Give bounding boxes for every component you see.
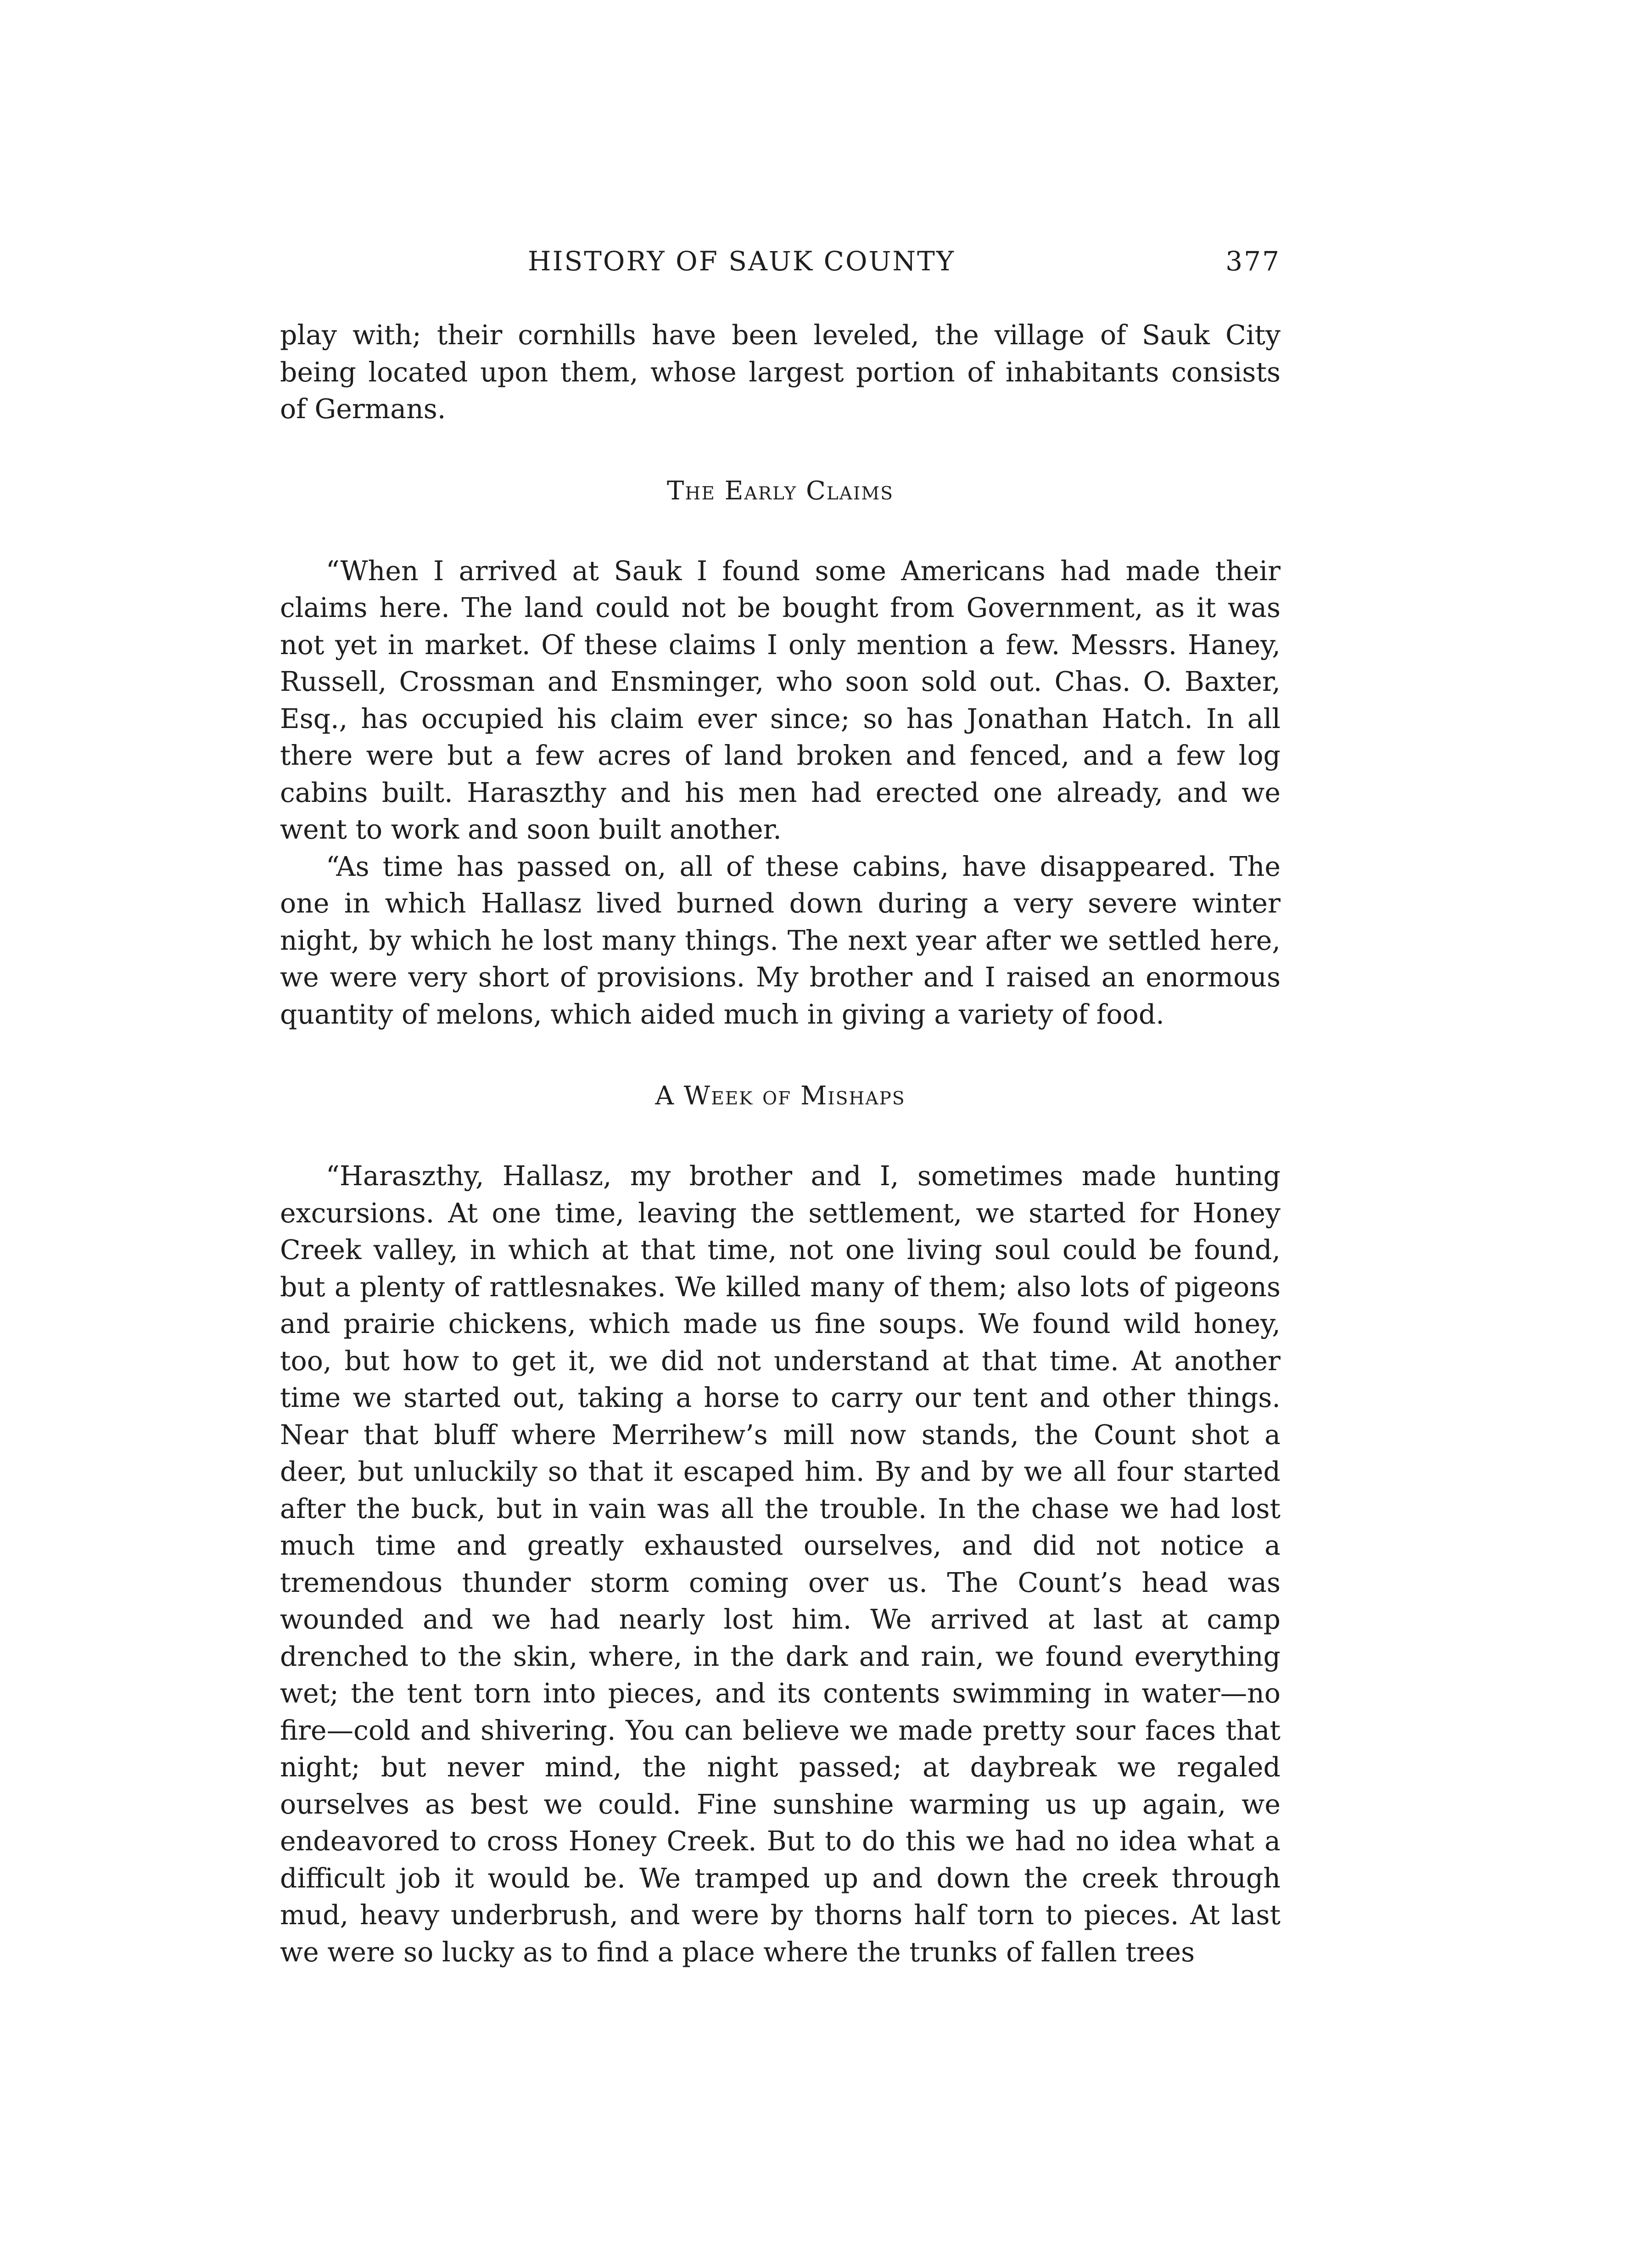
paragraph-continuation: play with; their cornhills have been leveled, the village of Sauk City being located upon them, whose largest portion of inhabitants consists of Germans. [280, 319, 1281, 425]
paragraph-hunting: “Haraszthy, Hallasz, my brother and I, sometimes made hunting excursions. At one time, leaving the settlement, we started for Honey Creek valley, in which at that time, not one living soul could be found, but a plenty of rattlesnakes. We killed many of them; also lots of pigeons and prairie chickens, which made us fine soups. We found wild honey, too, but how to get it, we did not understand at that time. At another time we started out, taking a horse to carry our tent and other things. Near that bluff where Merrihew’s mill now stands, the Count shot a deer, but unluckily so that it escaped him. By and by we all four started after the buck, but in vain was all the trouble. In the chase we had lost much time and greatly exhausted ourselves, and did not notice a tremendous thunder storm coming over us. The Count’s head was wounded and we had nearly lost him. We arrived at last at camp drenched to the skin, where, in the dark and rain, we found everything wet; the tent torn into pieces, and its contents swimming in water—no fire—cold and shivering. You can believe we made pretty sour faces that night; but never mind, the night passed; at daybreak we regaled ourselves as best we could. Fine sunshine warming us up again, we endeavored to cross Honey Creek. But to do this we had no idea what a difficult job it would be. We tramped up and down the creek through mud, heavy underbrush, and were by thorns half torn to pieces. At last we were so lucky as to find a place where the trunks of fallen trees [280, 1160, 1281, 1968]
running-header [280, 246, 1281, 287]
body-text [280, 317, 1281, 1971]
section-heading-week-of-mishaps: A Week of Mishaps [655, 1081, 906, 1111]
paragraph-cabins: “As time has passed on, all of these cabins, have disappeared. The one in which Hallasz lived burned down during a very severe winter night, by which he lost many things. The next year after we settled here, we were very short of provisions. My brother and I raised an enormous quantity of melons, which aided much in giving a variety of food. [280, 851, 1281, 1030]
page-number: 377 [1225, 246, 1281, 277]
section-heading-early-claims: The Early Claims [667, 476, 894, 506]
running-title: HISTORY OF SAUK COUNTY [528, 246, 956, 277]
paragraph-arrival: “When I arrived at Sauk I found some Americans had made their claims here. The land could not be bought from Government, as it was not yet in market. Of these claims I only mention a few. Messrs. Haney, Russell, Crossman and Ensminger, who soon sold out. Chas. O. Baxter, Esq., has occupied his claim ever since; so has Jonathan Hatch. In all there were but a few acres of land broken and fenced, and a few log cabins built. Haraszthy and his men had erected one already, and we went to work and soon built another. [280, 555, 1281, 845]
